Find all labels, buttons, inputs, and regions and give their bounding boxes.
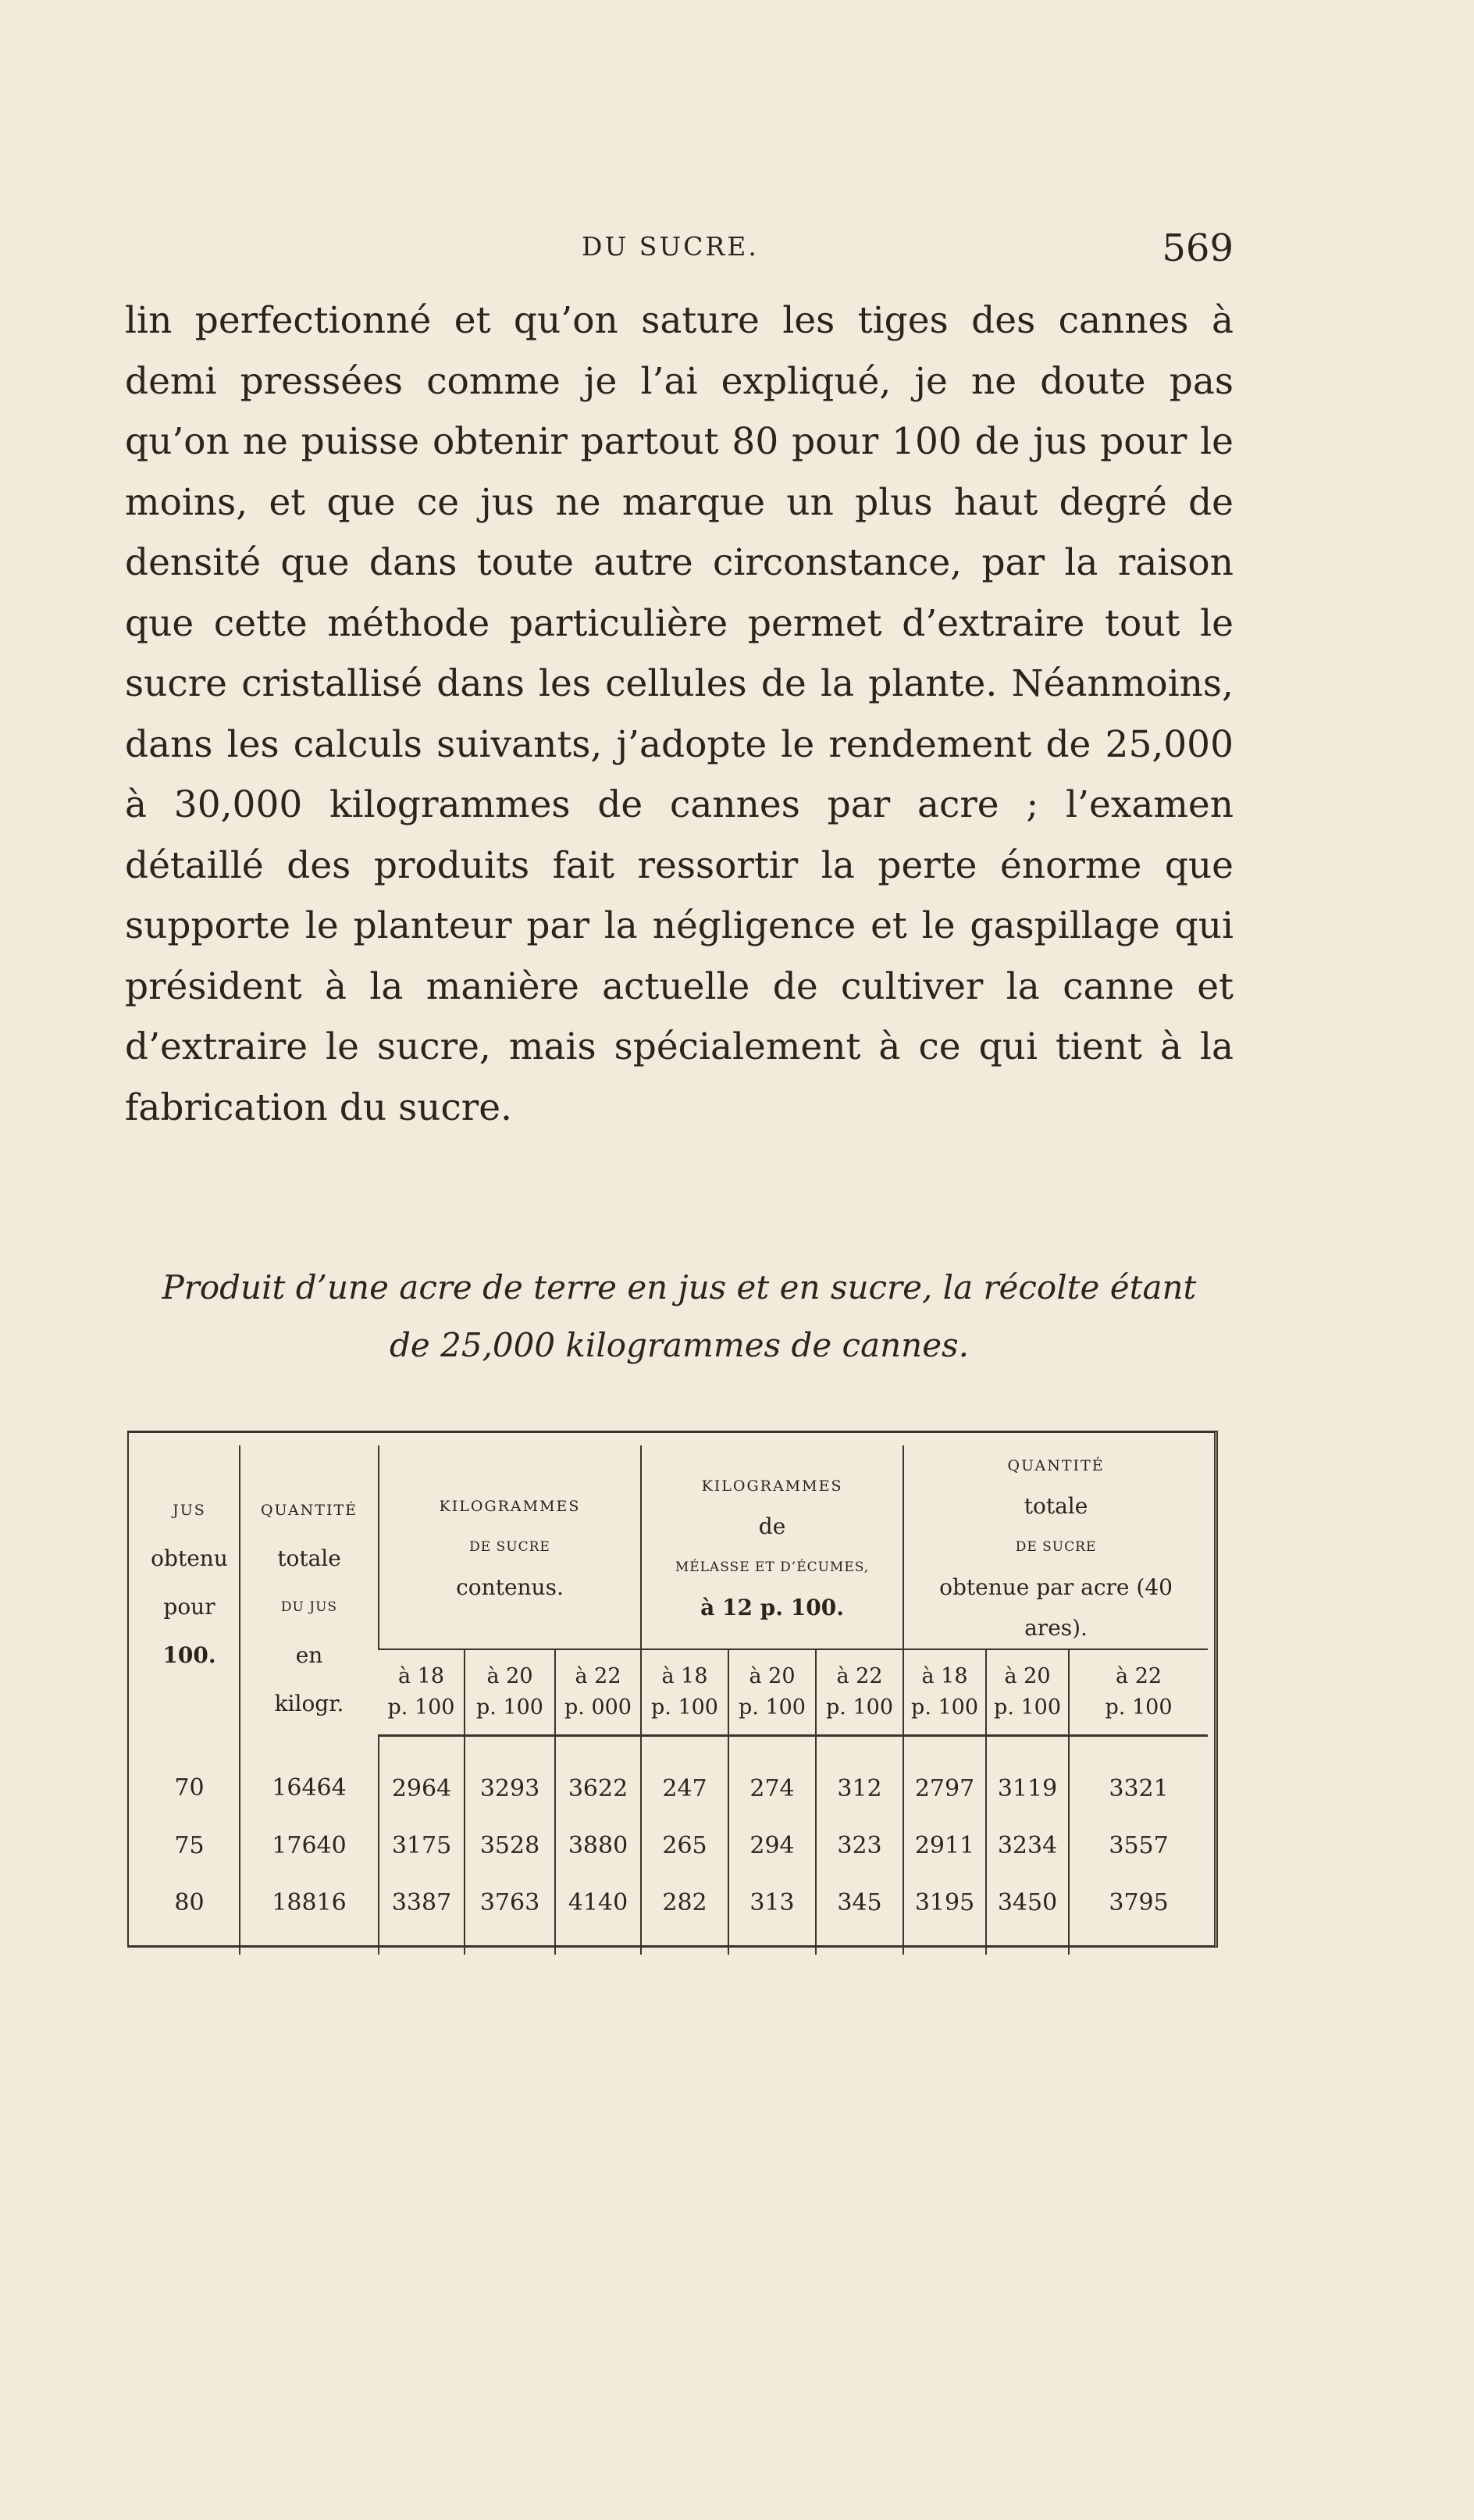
table-cell: 3195 <box>903 1874 986 1955</box>
running-head: DU SUCRE. <box>582 231 759 262</box>
subheader-unit: p. 100 <box>739 1695 806 1720</box>
table-cell: 3321 <box>1069 1736 1208 1818</box>
table-cell: 3528 <box>465 1817 555 1874</box>
subheader-unit: p. 000 <box>564 1695 632 1720</box>
table-cell: 3763 <box>465 1874 555 1955</box>
subheader-rate: à 20 <box>1004 1664 1051 1688</box>
header-total-l3: DU JUS <box>280 1599 338 1615</box>
table-cell: 3795 <box>1069 1874 1208 1955</box>
subheader-unit: p. 100 <box>476 1695 543 1720</box>
table-row <box>140 1736 1208 1818</box>
table-cell: 313 <box>728 1874 816 1955</box>
page-number: 569 <box>1162 226 1234 270</box>
subheader-unit: p. 100 <box>651 1695 718 1720</box>
header-obtained-l1: QUANTITÉ <box>1007 1457 1105 1474</box>
table-cell: 70 <box>174 1774 205 1802</box>
subheader-cell <box>379 1649 465 1736</box>
table-cell: 312 <box>816 1736 903 1818</box>
subheader-rate: à 18 <box>661 1664 708 1688</box>
table-cell: 3622 <box>555 1736 641 1818</box>
table-cell: 75 <box>174 1832 205 1859</box>
table-cell: 247 <box>641 1736 728 1818</box>
subheader-unit: p. 100 <box>826 1695 893 1720</box>
header-molasses-l2: de <box>758 1513 786 1539</box>
subheader-unit: p. 100 <box>387 1695 455 1720</box>
header-obtained-l3: DE SUCRE <box>1015 1539 1097 1555</box>
header-total-l4: en <box>295 1642 323 1668</box>
table-cell: 3387 <box>379 1874 465 1955</box>
header-molasses <box>641 1445 903 1649</box>
subheader-unit: p. 100 <box>911 1695 979 1720</box>
header-juice-l1: JUS <box>173 1502 206 1519</box>
header-total-l2: totale <box>277 1545 341 1571</box>
subheader-rate: à 22 <box>1116 1664 1162 1688</box>
table-frame <box>127 1431 1218 1948</box>
subheader-cell <box>555 1649 641 1736</box>
header-total-l1: QUANTITÉ <box>260 1502 358 1519</box>
table-caption <box>125 1259 1234 1374</box>
table-row <box>140 1817 1208 1874</box>
table-cell: 3880 <box>555 1817 641 1874</box>
table-cell: 16464 <box>240 1736 379 1818</box>
table-cell: 323 <box>816 1817 903 1874</box>
table-cell: 3119 <box>986 1736 1069 1818</box>
page-header <box>125 226 1234 273</box>
header-obtained-l2: totale <box>1024 1493 1088 1519</box>
header-obtained-l4: obtenue par acre (40 <box>939 1574 1173 1600</box>
table-row <box>140 1874 1208 1955</box>
subheader-rate: à 18 <box>397 1664 445 1688</box>
table-cell: 18816 <box>240 1874 379 1955</box>
subheader-cell <box>641 1649 728 1736</box>
header-juice-l2: obtenu <box>151 1545 228 1571</box>
table-cell: 294 <box>728 1817 816 1874</box>
header-juice-percent <box>140 1445 240 1736</box>
table-header-row <box>140 1445 1208 1649</box>
production-table <box>140 1445 1208 1955</box>
header-molasses-l3: MÉLASSE ET D’ÉCUMES, <box>675 1559 870 1575</box>
table-cell: 2964 <box>379 1736 465 1818</box>
subheader-cell <box>986 1649 1069 1736</box>
header-obtained-l5: ares). <box>1024 1615 1088 1641</box>
subheader-rate: à 20 <box>749 1664 796 1688</box>
table-body <box>140 1736 1208 1955</box>
subheader-rate: à 22 <box>836 1664 883 1688</box>
table-cell: 17640 <box>240 1817 379 1874</box>
header-total-juice <box>240 1445 379 1736</box>
subheader-cell <box>816 1649 903 1736</box>
subheader-rate: à 20 <box>486 1664 533 1688</box>
subheader-rate: à 22 <box>575 1664 621 1688</box>
header-juice-l4: 100. <box>162 1642 216 1668</box>
table-cell: 265 <box>641 1817 728 1874</box>
table-cell: 3450 <box>986 1874 1069 1955</box>
table-cell: 345 <box>816 1874 903 1955</box>
table-cell: 282 <box>641 1874 728 1955</box>
subheader-unit: p. 100 <box>1105 1695 1173 1720</box>
header-sugar-l2: DE SUCRE <box>469 1539 550 1555</box>
header-sugar-l1: KILOGRAMMES <box>439 1498 581 1515</box>
body-paragraph: lin perfectionné et qu’on sature les tiges des cannes à demi pressées comme je l’ai expliqué, je ne doute pas qu’on ne puisse obtenir partout 80 pour 100 de jus pour le moins, et que ce jus ne marque un plus haut degré de densité que dans toute autre circonstance, par la raison que cette méthode particulière permet d’extraire tout le sucre cristallisé dans les cellules de la plante. Néanmoins, dans les calculs suivants, j’adopte le rendement de 25,000 à 30,000 kilogrammes de cannes par acre ; l’examen détaillé des produits fait ressortir la perte énorme que supporte le planteur par la négligence et le gaspillage qui président à la manière actuelle de cultiver la canne et d’extraire le sucre, mais spécialement à ce qui tient à la fabrication du sucre. <box>125 299 1234 1129</box>
table-cell: 3175 <box>379 1817 465 1874</box>
header-total-l5: kilogr. <box>274 1691 344 1716</box>
header-molasses-l4: à 12 p. 100. <box>700 1595 844 1620</box>
header-sugar-l3: contenus. <box>456 1574 564 1600</box>
subheader-cell <box>1069 1649 1208 1736</box>
subheader-cell <box>903 1649 986 1736</box>
subheader-unit: p. 100 <box>994 1695 1062 1720</box>
caption-line-1: Produit d’une acre de terre en jus et en sucre, la récolte étant <box>162 1268 1197 1306</box>
table-cell: 2797 <box>903 1736 986 1818</box>
header-juice-l3: pour <box>163 1594 215 1620</box>
table-cell: 3557 <box>1069 1817 1208 1874</box>
subheader-cell <box>465 1649 555 1736</box>
caption-line-2: de 25,000 kilogrammes de cannes. <box>390 1326 969 1364</box>
table-cell: 4140 <box>555 1874 641 1955</box>
table-cell: 2911 <box>903 1817 986 1874</box>
table-cell: 80 <box>174 1889 205 1916</box>
subheader-rate: à 18 <box>921 1664 968 1688</box>
table-cell: 274 <box>728 1736 816 1818</box>
header-molasses-l1: KILOGRAMMES <box>701 1477 843 1495</box>
header-sugar-obtained <box>903 1445 1208 1649</box>
header-sugar-contained <box>379 1445 641 1649</box>
table-cell: 3293 <box>465 1736 555 1818</box>
subheader-cell <box>728 1649 816 1736</box>
table-cell: 3234 <box>986 1817 1069 1874</box>
